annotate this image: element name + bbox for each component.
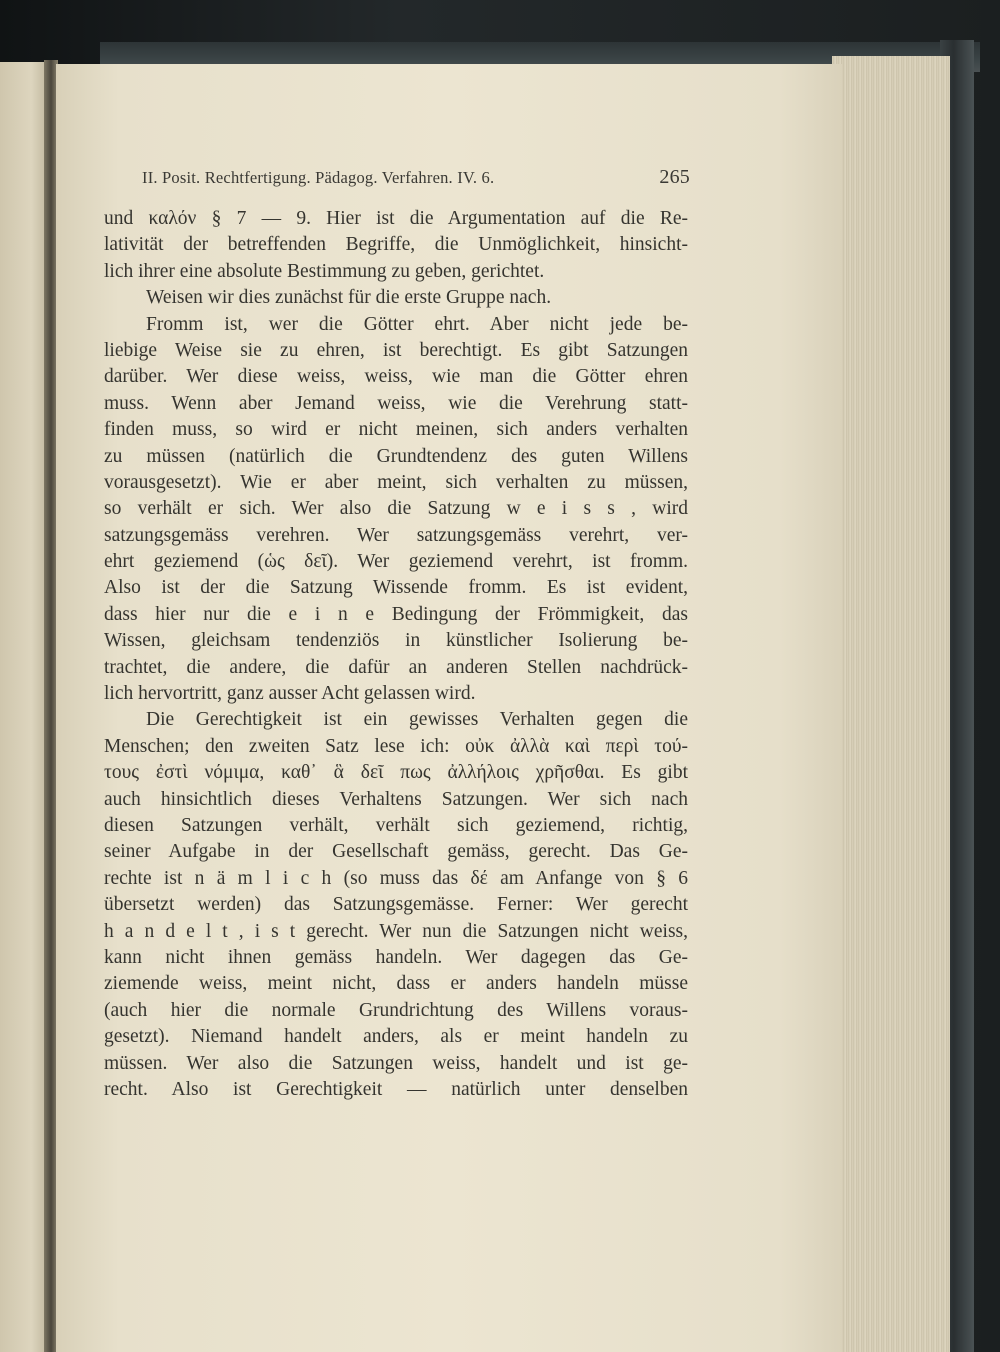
text-line: dass hier nur die e i n e Bedingung der Frömmigkeit, das bbox=[104, 603, 688, 625]
text-line: Die Gerechtigkeit ist ein gewisses Verhalten gegen die bbox=[146, 709, 688, 731]
text-line: gesetzt). Niemand handelt anders, als er meint handeln zu bbox=[104, 1026, 688, 1048]
text-line: Also ist der die Satzung Wissende fromm. Es ist evident, bbox=[104, 577, 688, 599]
text-line: zu müssen (natürlich die Grundtendenz des guten Willens bbox=[104, 445, 688, 467]
text-line: liebige Weise sie zu ehren, ist berechtigt. Es gibt Satzungen bbox=[104, 339, 688, 361]
text-line: h a n d e l t , i s t gerecht. Wer nun die Satzungen nicht weiss, bbox=[104, 920, 688, 942]
text-line: satzungsgemäss verehren. Wer satzungsgemäss verehrt, ver- bbox=[104, 524, 688, 546]
text-line: Menschen; den zweiten Satz lese ich: οὐκ ἀλλὰ καὶ περὶ τού- bbox=[104, 735, 688, 757]
text-line: τους ἐστὶ νόμιμα, καθ᾽ ἃ δεῖ πως ἀλλήλοις χρῆσθαι. Es gibt bbox=[104, 762, 688, 784]
text-line: (auch hier die normale Grundrichtung des Willens voraus- bbox=[104, 999, 688, 1021]
running-header bbox=[142, 166, 690, 189]
page-stack-edge bbox=[832, 56, 950, 1352]
text-line: rechte ist n ä m l i c h (so muss das δέ am Anfange von § 6 bbox=[104, 867, 688, 889]
text-line: darüber. Wer diese weiss, weiss, wie man die Götter ehren bbox=[104, 366, 688, 388]
text-line: Weisen wir dies zunächst für die erste Gruppe nach. bbox=[146, 287, 552, 309]
text-line: übersetzt werden) das Satzungsgemässe. Ferner: Wer gerecht bbox=[104, 894, 688, 916]
text-line: finden muss, so wird er nicht meinen, sich anders verhalten bbox=[104, 419, 688, 441]
page-number: 265 bbox=[659, 166, 690, 188]
running-title: II. Posit. Rechtfertigung. Pädagog. Verfahren. IV. 6. bbox=[142, 168, 495, 187]
text-line: muss. Wenn aber Jemand weiss, wie die Verehrung statt- bbox=[104, 392, 688, 414]
text-line: ziemende weiss, meint nicht, dass er anders handeln müsse bbox=[104, 973, 688, 995]
text-line: so verhält er sich. Wer also die Satzung w e i s s , wird bbox=[104, 498, 688, 520]
text-line: auch hinsichtlich dieses Verhaltens Satzungen. Wer sich nach bbox=[104, 788, 688, 810]
text-line: lich ihrer eine absolute Bestimmung zu geben, gerichtet. bbox=[104, 260, 545, 282]
text-line: kann nicht ihnen gemäss handeln. Wer dagegen das Ge- bbox=[104, 946, 688, 968]
text-line: ehrt geziemend (ὡς δεῖ). Wer geziemend verehrt, ist fromm. bbox=[104, 551, 688, 573]
body-text bbox=[104, 206, 688, 1103]
text-line: diesen Satzungen verhält, verhält sich geziemend, richtig, bbox=[104, 814, 688, 836]
text-line: trachtet, die andere, die dafür an anderen Stellen nachdrück- bbox=[104, 656, 688, 678]
text-line: müssen. Wer also die Satzungen weiss, handelt und ist ge- bbox=[104, 1052, 688, 1074]
text-line: lich hervortritt, ganz ausser Acht gelassen wird. bbox=[104, 683, 476, 705]
text-line: seiner Aufgabe in der Gesellschaft gemäss, gerecht. Das Ge- bbox=[104, 841, 688, 863]
text-line: und καλόν § 7 — 9. Hier ist die Argumentation auf die Re- bbox=[104, 208, 688, 229]
text-line: lativität der betreffenden Begriffe, die Unmöglichkeit, hinsicht- bbox=[104, 234, 688, 256]
text-line: vorausgesetzt). Wie er aber meint, sich verhalten zu müssen, bbox=[104, 471, 688, 493]
text-line: Fromm ist, wer die Götter ehrt. Aber nicht jede be- bbox=[146, 313, 688, 335]
text-line: Wissen, gleichsam tendenziös in künstlicher Isolierung be- bbox=[104, 630, 688, 652]
text-line: recht. Also ist Gerechtigkeit — natürlich unter denselben bbox=[104, 1078, 688, 1100]
